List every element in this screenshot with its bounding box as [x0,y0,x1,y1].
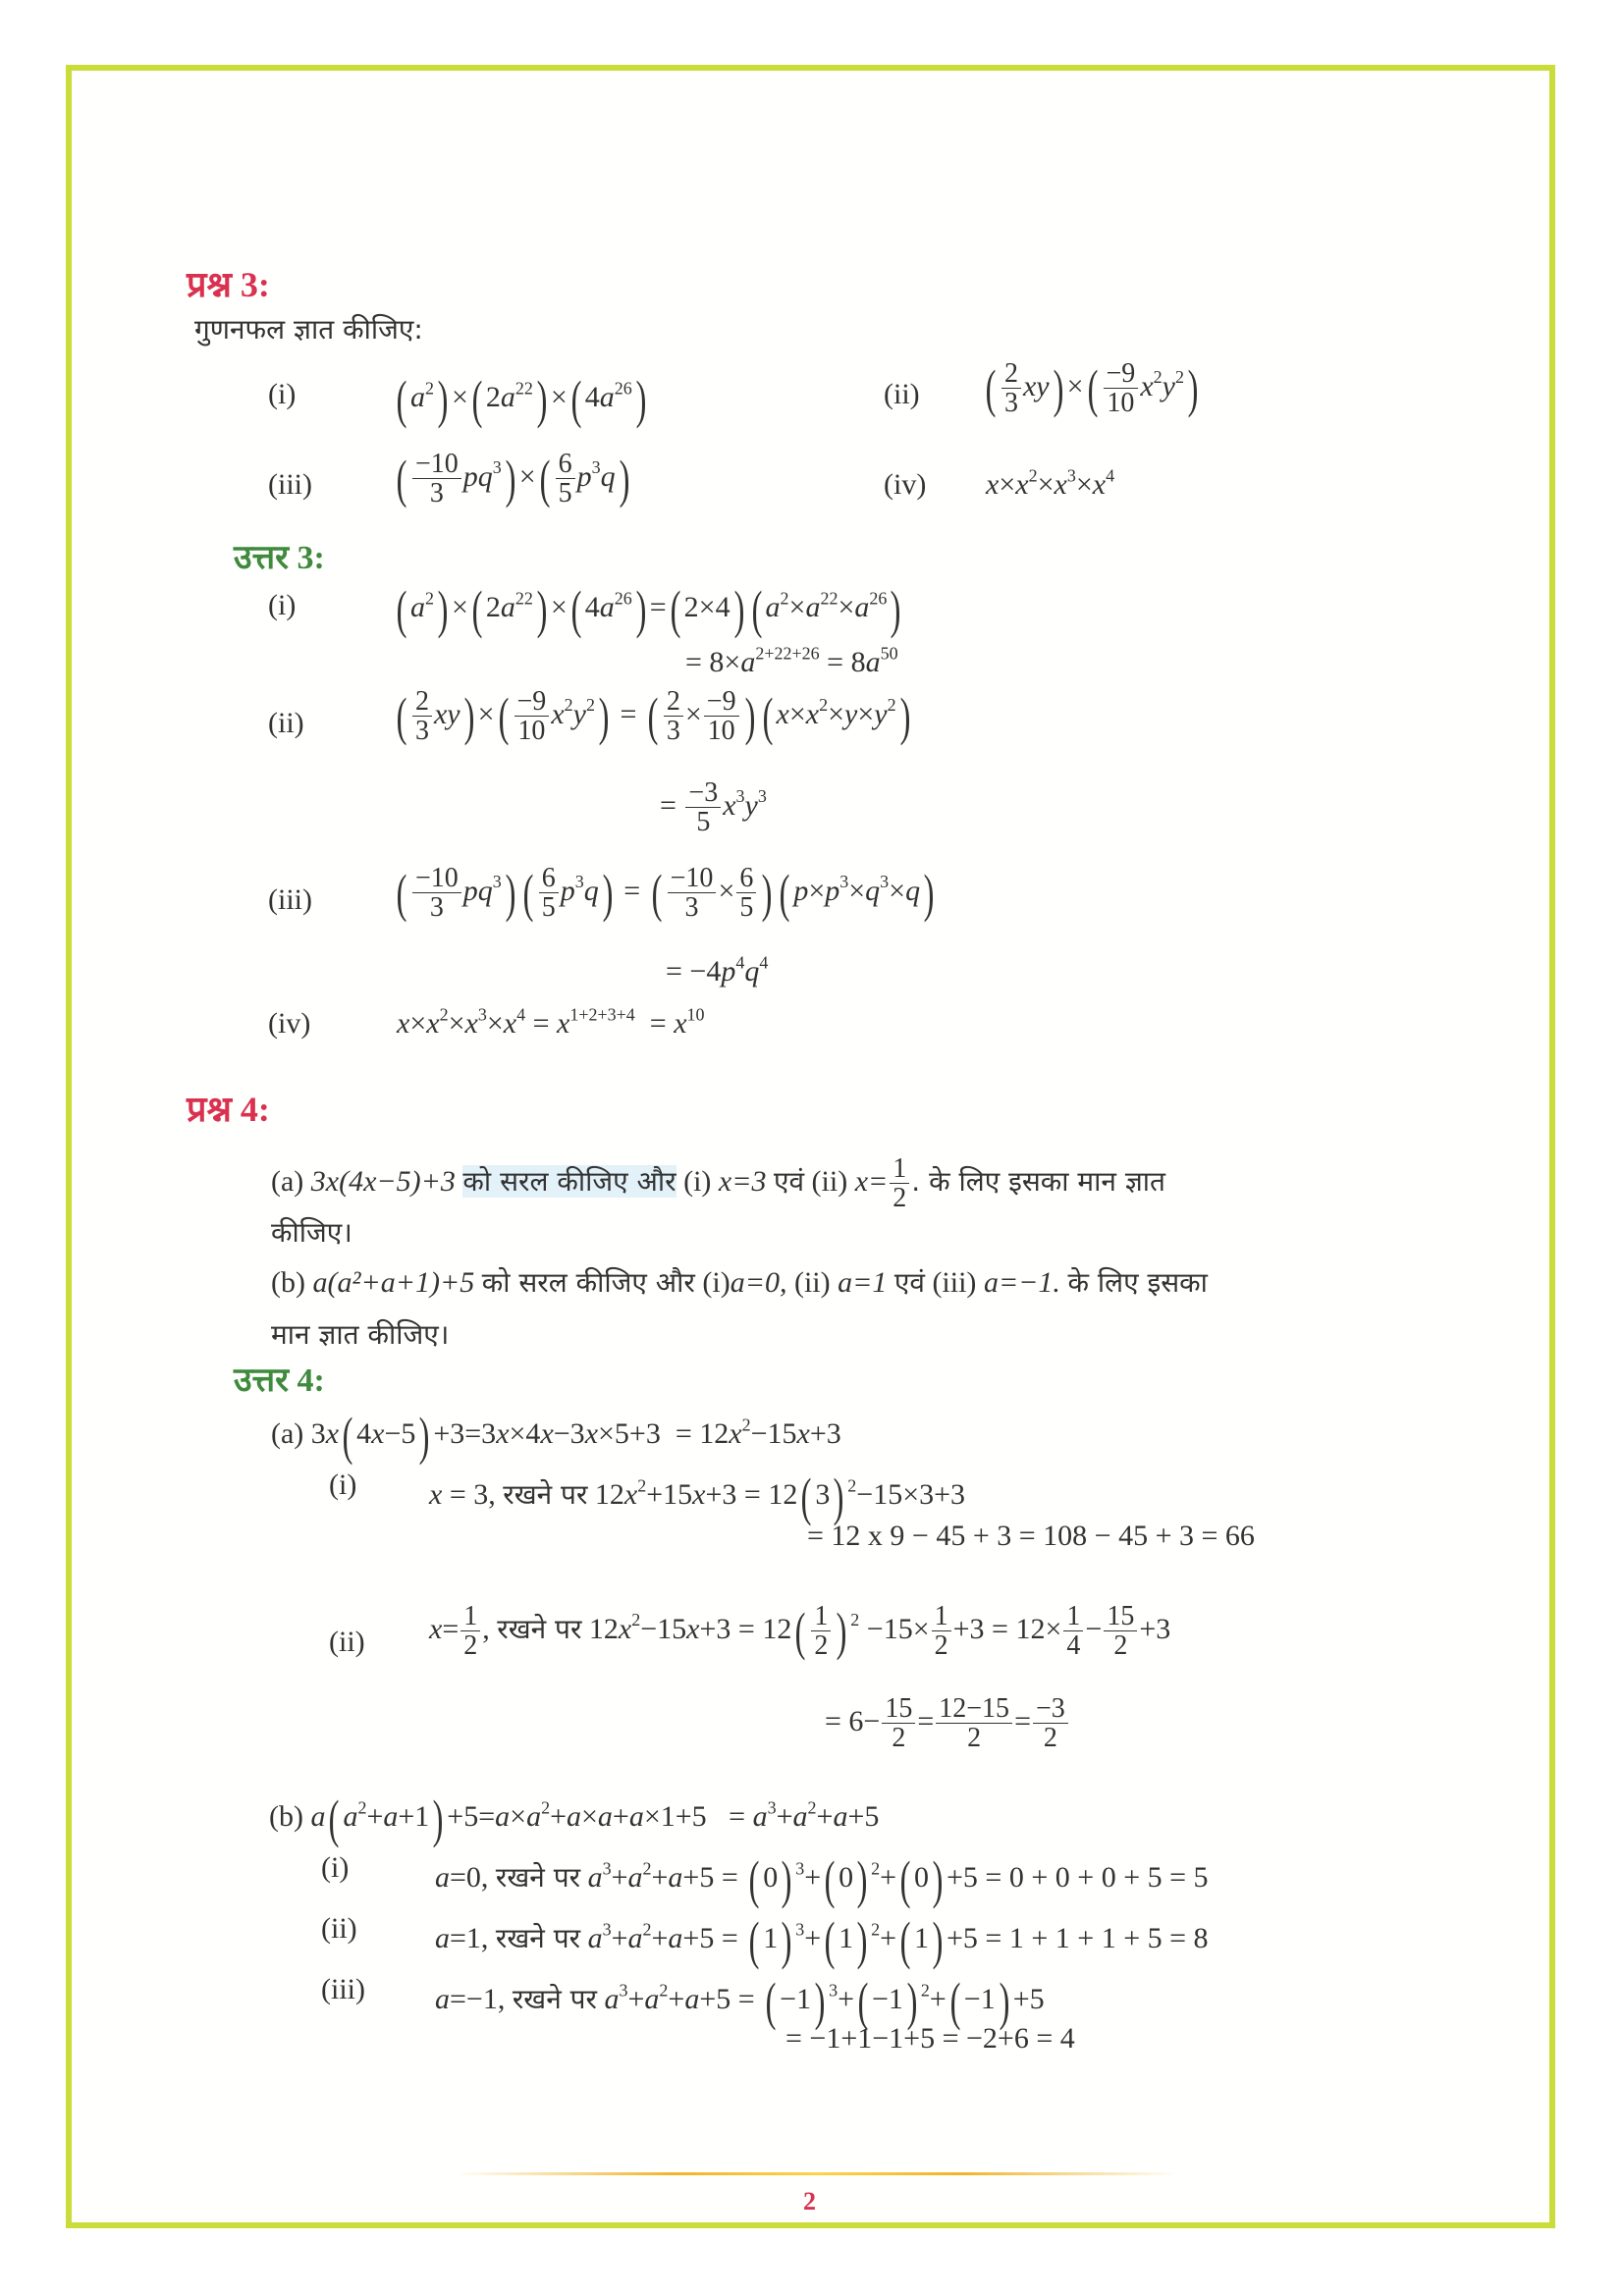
a4-part-a-line: (a) 3x( $4x-5) +3=3x\times 4x-3x\times 5+3 = 12x^2-15x+3$ [271,1407,841,1466]
a3-item-label: (iii) [268,883,312,916]
conjunction: एवं [773,1164,805,1198]
sub-label: (iii) [932,1266,977,1299]
q3-item-label: (i) [268,378,297,410]
substitute-text: रखने पर [495,1860,581,1894]
q3-item-label: (ii) [884,378,920,410]
instruction-text: . के लिए इसका मान ज्ञात [911,1164,1166,1198]
a4-a-ii-label: (ii) [329,1626,365,1658]
a4-a-ii-line1: x= $\frac{1}{2}$ , रखने पर $12x^2-15x+3 = 12$( $\frac{1}{2}$ ) $^2$ −15× $\frac{1}{2}$ +3 = 12× $\frac{1}{4}$ − $\frac{15}{2}$ +3 [429,1601,1171,1662]
a4-a-i-line2: = 12 x 9 − 45 + 3 = 108 − 45 + 3 = 66 [807,1520,1255,1552]
a3-item-iii-line2: = $-4p^4q^4$ [666,952,769,988]
denominator: 2 [893,1183,907,1214]
q4-part-b-cont: मान ज्ञात कीजिए। [271,1318,450,1351]
a3-item-label: (ii) [268,707,304,739]
q4-part-a [271,1154,1165,1213]
a4-b-iii-line1: a=−1, रखने पर $a^3+a^2+a+5$ = ( −1) $^3$+( −1) $^2$+( −1) +5 [435,1972,1045,2031]
sub-label: (i) [702,1266,730,1299]
substitute-text: रखने पर [495,1921,581,1954]
part-label: (a) [271,1164,304,1198]
question-3-instruction: गुणनफल ज्ञात कीजिए: [194,313,423,346]
footer-divider [457,2172,1178,2175]
a4-a-ii-line2: = 6− $\frac{15}{2}$ = $\frac{12-15}{2}$ = $\frac{-3}{2}$ [825,1694,1070,1753]
instruction-text: को सरल कीजिए और [481,1266,695,1299]
a4-a-i-line1: x = 3, रखने पर $12x^2+15x+3 = 12$( 3) $^2$−15×3+3 [429,1468,966,1526]
numerator: 1 [890,1154,909,1184]
condition: a=0, [730,1266,787,1299]
conjunction: एवं [893,1266,925,1299]
a3-item-label: (iv) [268,1007,311,1040]
a4-b-iii-label: (iii) [321,1973,365,2005]
expression: a(a²+a+1)+5 [312,1266,475,1299]
condition: a=1 [838,1266,888,1299]
q3-item-iii-expr: ( $\frac{-10}{3}$ $pq^3$) ×( $\frac{6}{5}$ $p^3q$) [396,449,630,509]
q3-item-i-expr: ( $a^2$) ×( $2a^{22}$) ×( $4a^{26}$) [396,370,647,429]
substitute-text: रखने पर [512,1982,597,2015]
q4-part-b [271,1268,1208,1298]
instruction-text: के लिए इसका [1067,1266,1208,1299]
condition: x=3 [718,1164,767,1198]
part-label: (b) [271,1266,305,1299]
expression: 3x(4x−5)+3 [310,1164,456,1198]
a4-b-ii-line1: a=1, रखने पर $a^3+a^2+a+5$ = ( 1) $^3$+( 1) $^2$+( 1) +5 = 1 + 1 + 1 + 5 = 8 [435,1911,1209,1970]
instruction-text: को सरल कीजिए और [462,1164,676,1198]
question-4-heading: प्रश्न 4: [187,1090,270,1129]
a4-part-b-line: (b) a( $a^2+a+1) +5=a\times a^2+a\times a+a\times 1+5 = a^3+a^2+a+5$ [269,1789,880,1848]
condition: a=−1. [983,1266,1060,1299]
a3-item-iii-line1: ( $\frac{-10}{3}$ $pq^3$) ( $\frac{6}{5}$ $p^3q$) = ( $\frac{-10}{3}$ × $\frac{6}{5}$ ) ( $p\times p^3\times q^3\times q$) [396,863,935,924]
a3-item-i-line1: ( $a^2$) ×( $2a^{22}$) ×( $4a^{26}$) =( 2×4) ( $a^2\times a^{22}\times a^{26}$) [396,580,901,639]
question-3-heading: प्रश्न 3: [187,265,270,304]
a4-b-ii-label: (ii) [321,1912,357,1945]
q3-item-label: (iii) [268,468,312,501]
a3-item-label: (i) [268,589,297,621]
substitute-text: रखने पर [503,1477,588,1511]
condition: x= [854,1164,889,1198]
answer-3-heading: उत्तर 3: [234,540,325,576]
page-number: 2 [803,2187,816,2216]
q4-part-a-cont: कीजिए। [271,1216,352,1249]
a4-b-iii-line2: = −1+1−1+5 = −2+6 = 4 [785,2022,1075,2055]
a3-item-ii-line2: = $\frac{-3}{5}$ $x^3y^3$ [660,777,767,838]
substitute-text: रखने पर [497,1612,582,1645]
a3-item-ii-line1: ( $\frac{2}{3}$ xy) ×( $\frac{-9}{10}$ $x^2y^2$) = ( $\frac{2}{3}$ × $\frac{-9}{10}$ ) ( $x\times x^2\times y\times y^2$) [396,686,911,747]
q3-item-ii-expr: ( $\frac{2}{3}$ xy) ×( $\frac{-9}{10}$ $x^2y^2$) [985,358,1199,419]
a3-item-iv-line1: $x\times x^2\times x^3\times x^4 = x^{1+2+3+4} = x^{10}$ [397,1004,705,1040]
answer-4-heading: उत्तर 4: [234,1362,325,1399]
a4-a-i-label: (i) [329,1468,357,1501]
a4-b-i-label: (i) [321,1851,350,1884]
a3-item-i-line2: = $8\times a^{2+22+26} = 8a^{50}$ [685,643,898,678]
sub-label: (i) [683,1164,712,1198]
a4-b-i-line1: a=0, रखने पर $a^3+a^2+a+5$ = ( 0) $^3$+( 0) $^2$+( 0) +5 = 0 + 0 + 0 + 5 = 5 [435,1850,1209,1909]
sub-label: (ii) [793,1266,831,1299]
sub-label: (ii) [811,1164,848,1198]
q3-item-iv-expr: $x\times x^2\times x^3\times x^4$ [986,465,1115,501]
q3-item-label: (iv) [884,468,927,501]
